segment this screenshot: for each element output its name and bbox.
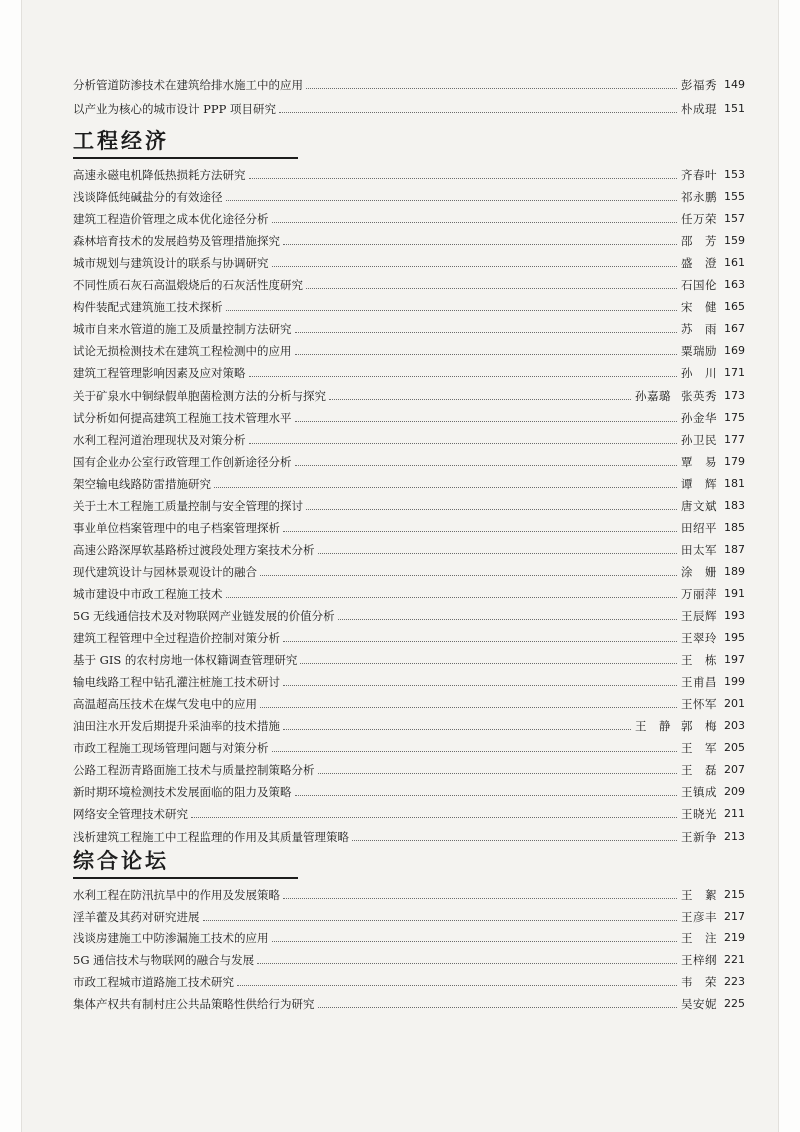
dot-leader (283, 641, 677, 642)
dot-leader (306, 88, 677, 89)
entry-page-number: 167 (724, 322, 745, 335)
entry-authors (681, 543, 717, 557)
entry-authors (681, 587, 717, 601)
entry-author: 田绍平 (681, 521, 717, 535)
toc-entry[interactable] (73, 691, 745, 711)
entry-page-number: 209 (724, 785, 745, 798)
entry-author: 王镇成 (681, 785, 717, 799)
entry-author: 孙 川 (681, 366, 717, 380)
entry-title: 构件装配式建筑施工技术探析 (73, 300, 223, 314)
entry-coauthor: 王 静 (635, 719, 671, 733)
entry-title: 浅谈房建施工中防渗漏施工技术的应用 (73, 931, 269, 945)
entry-page-number: 175 (724, 411, 745, 424)
entry-authors (681, 190, 717, 204)
toc-entry[interactable] (73, 405, 745, 425)
entry-title: 输电线路工程中钻孔灌注桩施工技术研讨 (73, 675, 280, 689)
dot-leader (191, 817, 677, 818)
toc-entry[interactable] (73, 471, 745, 491)
entry-author: 粟瑞励 (681, 344, 717, 358)
entry-page-number: 159 (724, 234, 745, 247)
entry-title: 高速永磁电机降低热损耗方法研究 (73, 168, 246, 182)
entry-page-number: 199 (724, 675, 745, 688)
entry-author: 王怀军 (681, 697, 717, 711)
entry-title: 水利工程在防汛抗旱中的作用及发展策略 (73, 888, 280, 902)
toc-entry[interactable] (73, 294, 745, 314)
dot-leader (249, 443, 678, 444)
entry-title: 关于土木工程施工质量控制与安全管理的探讨 (73, 499, 303, 513)
entry-title: 事业单位档案管理中的电子档案管理探析 (73, 521, 280, 535)
dot-leader (272, 941, 678, 942)
entry-title: 集体产权共有制村庄公共品策略性供给行为研究 (73, 997, 315, 1011)
toc-entry[interactable] (73, 603, 745, 623)
entry-author: 朴成琨 (681, 102, 717, 116)
toc-entry[interactable] (73, 449, 745, 469)
entry-authors (681, 741, 717, 755)
entry-authors (681, 697, 717, 711)
dot-leader (283, 531, 677, 532)
toc-entry[interactable] (73, 559, 745, 579)
dot-leader (283, 685, 677, 686)
entry-page-number: 203 (724, 719, 745, 732)
dot-leader (318, 773, 678, 774)
toc-entry[interactable] (73, 250, 745, 270)
entry-authors (681, 455, 717, 469)
entry-page-number: 181 (724, 477, 745, 490)
toc-entry[interactable] (73, 360, 745, 380)
entry-page-number: 165 (724, 300, 745, 313)
entry-title: 建筑工程管理影响因素及应对策略 (73, 366, 246, 380)
entry-author: 孙金华 (681, 411, 717, 425)
dot-leader (279, 112, 677, 113)
toc-entry[interactable] (73, 184, 745, 204)
dot-leader (257, 963, 677, 964)
entry-page-number: 215 (724, 888, 745, 901)
entry-page-number: 191 (724, 587, 745, 600)
entry-authors (681, 631, 717, 645)
toc-entry[interactable] (73, 162, 745, 182)
toc-entry[interactable] (73, 647, 745, 667)
section-underline (73, 157, 298, 159)
toc-entry[interactable] (73, 735, 745, 755)
entry-page-number: 157 (724, 212, 745, 225)
dot-leader (352, 840, 677, 841)
entry-author: 田太军 (681, 543, 717, 557)
entry-coauthor: 孙嘉璐 (635, 389, 671, 403)
entry-page-number: 169 (724, 344, 745, 357)
entry-page-number: 155 (724, 190, 745, 203)
entry-authors (681, 975, 717, 989)
entry-title: 公路工程沥青路面施工技术与质量控制策略分析 (73, 763, 315, 777)
toc-entry[interactable] (73, 206, 745, 226)
dot-leader (283, 729, 631, 730)
entry-authors (681, 366, 717, 380)
entry-authors (681, 212, 717, 226)
dot-leader (237, 985, 677, 986)
dot-leader (300, 663, 677, 664)
scan-left-margin (0, 0, 22, 1132)
entry-authors (681, 234, 717, 248)
entry-authors (681, 675, 717, 689)
dot-leader (329, 399, 631, 400)
dot-leader (249, 178, 678, 179)
entry-authors (681, 785, 717, 799)
entry-page-number: 189 (724, 565, 745, 578)
entry-title: 试分析如何提高建筑工程施工技术管理水平 (73, 411, 292, 425)
entry-title: 高速公路深厚软基路桥过渡段处理方案技术分析 (73, 543, 315, 557)
entry-author: 张英秀 (681, 389, 717, 403)
entry-page-number: 217 (724, 910, 745, 923)
entry-title: 分析管道防渗技术在建筑给排水施工中的应用 (73, 78, 303, 92)
entry-author: 石国伦 (681, 278, 717, 292)
scan-right-margin (778, 0, 800, 1132)
entry-page-number: 173 (724, 389, 745, 402)
dot-leader (260, 707, 677, 708)
entry-author: 韦 荣 (681, 975, 717, 989)
entry-title: 淫羊藿及其药对研究进展 (73, 910, 200, 924)
entry-authors (681, 910, 717, 924)
entry-author: 万丽萍 (681, 587, 717, 601)
section-title: 综合论坛 (73, 849, 169, 873)
entry-title: 不同性质石灰石高温煅烧后的石灰活性度研究 (73, 278, 303, 292)
entry-authors (681, 830, 717, 844)
entry-title: 城市规划与建筑设计的联系与协调研究 (73, 256, 269, 270)
toc-entry[interactable] (73, 969, 745, 989)
entry-author: 吴安妮 (681, 997, 717, 1011)
entry-author: 王 军 (681, 741, 717, 755)
entry-author: 王翠玲 (681, 631, 717, 645)
entry-author: 王甫昌 (681, 675, 717, 689)
entry-authors (681, 256, 717, 270)
entry-page-number: 171 (724, 366, 745, 379)
dot-leader (226, 310, 678, 311)
dot-leader (260, 575, 677, 576)
entry-author: 涂 姗 (681, 565, 717, 579)
toc-entry[interactable] (73, 801, 745, 821)
toc-entry[interactable] (73, 882, 745, 902)
toc-entry[interactable] (73, 581, 745, 601)
section-title: 工程经济 (73, 129, 169, 153)
dot-leader (283, 898, 677, 899)
entry-title: 架空输电线路防雷措施研究 (73, 477, 211, 491)
entry-authors (681, 300, 717, 314)
entry-title: 油田注水开发后期提升采油率的技术措施 (73, 719, 280, 733)
dot-leader (272, 222, 678, 223)
entry-title: 以产业为核心的城市设计 PPP 项目研究 (73, 102, 277, 116)
section-underline (73, 877, 298, 879)
entry-title: 市政工程城市道路施工技术研究 (73, 975, 234, 989)
toc-entry[interactable] (73, 779, 745, 799)
entry-authors (681, 565, 717, 579)
entry-author: 宋 健 (681, 300, 717, 314)
entry-page-number: 193 (724, 609, 745, 622)
entry-title: 5G 通信技术与物联网的融合与发展 (73, 953, 255, 967)
section-header (73, 848, 298, 879)
entry-page-number: 207 (724, 763, 745, 776)
entry-title: 高温超高压技术在煤气发电中的应用 (73, 697, 257, 711)
entry-author: 邵 芳 (681, 234, 717, 248)
dot-leader (283, 244, 677, 245)
entry-author: 齐春叶 (681, 168, 717, 182)
entry-author: 孙卫民 (681, 433, 717, 447)
entry-authors (681, 807, 717, 821)
entry-page-number: 177 (724, 433, 745, 446)
entry-page-number: 213 (724, 830, 745, 843)
entry-page-number: 151 (724, 102, 745, 115)
entry-author: 王新争 (681, 830, 717, 844)
toc-entry[interactable] (73, 427, 745, 447)
dot-leader (306, 288, 677, 289)
entry-author: 王 磊 (681, 763, 717, 777)
entry-author: 任万荣 (681, 212, 717, 226)
entry-author: 郭 梅 (681, 719, 717, 733)
toc-entry[interactable] (73, 824, 745, 844)
toc-entry[interactable] (73, 272, 745, 292)
entry-authors (681, 411, 717, 425)
entry-authors (681, 931, 717, 945)
entry-author: 祁永鹏 (681, 190, 717, 204)
entry-authors (681, 521, 717, 535)
entry-authors (681, 653, 717, 667)
entry-page-number: 149 (724, 78, 745, 91)
entry-page-number: 183 (724, 499, 745, 512)
toc-entry[interactable] (73, 713, 745, 733)
entry-authors (681, 344, 717, 358)
toc-entry[interactable] (73, 669, 745, 689)
toc-entry[interactable] (73, 515, 745, 535)
entry-author: 彭福秀 (681, 78, 717, 92)
dot-leader (249, 376, 678, 377)
toc-entry[interactable] (73, 316, 745, 336)
entry-title: 新时期环境检测技术发展面临的阻力及策略 (73, 785, 292, 799)
toc-entry[interactable] (73, 947, 745, 967)
entry-page-number: 223 (724, 975, 745, 988)
toc-entry[interactable] (73, 493, 745, 513)
entry-title: 5G 无线通信技术及对物联网产业链发展的价值分析 (73, 609, 335, 623)
toc-entry[interactable] (73, 904, 745, 924)
toc-entry[interactable] (73, 537, 745, 557)
entry-title: 水利工程河道治理现状及对策分析 (73, 433, 246, 447)
entry-title: 现代建筑设计与园林景观设计的融合 (73, 565, 257, 579)
entry-authors (681, 953, 717, 967)
entry-author: 覃 易 (681, 455, 717, 469)
entry-author: 王 絮 (681, 888, 717, 902)
entry-title: 试论无损检测技术在建筑工程检测中的应用 (73, 344, 292, 358)
entry-title: 市政工程施工现场管理问题与对策分析 (73, 741, 269, 755)
toc-entry[interactable] (73, 96, 745, 116)
dot-leader (226, 200, 678, 201)
entry-authors (681, 997, 717, 1011)
entry-title: 国有企业办公室行政管理工作创新途径分析 (73, 455, 292, 469)
entry-page-number: 201 (724, 697, 745, 710)
toc-entry[interactable] (73, 228, 745, 248)
toc-entry[interactable] (73, 991, 745, 1011)
entry-page-number: 195 (724, 631, 745, 644)
dot-leader (318, 553, 678, 554)
dot-leader (306, 509, 677, 510)
entry-author: 王彦丰 (681, 910, 717, 924)
entry-author: 唐文斌 (681, 499, 717, 513)
entry-title: 建筑工程管理中全过程造价控制对策分析 (73, 631, 280, 645)
entry-page-number: 221 (724, 953, 745, 966)
entry-title: 浅谈降低纯碱盐分的有效途径 (73, 190, 223, 204)
entry-authors (681, 888, 717, 902)
entry-page-number: 225 (724, 997, 745, 1010)
toc-entry[interactable] (73, 925, 745, 945)
entry-page-number: 163 (724, 278, 745, 291)
dot-leader (214, 487, 677, 488)
entry-title: 城市建设中市政工程施工技术 (73, 587, 223, 601)
entry-authors (681, 499, 717, 513)
dot-leader (295, 795, 678, 796)
entry-page-number: 219 (724, 931, 745, 944)
entry-author: 王辰辉 (681, 609, 717, 623)
entry-page-number: 185 (724, 521, 745, 534)
toc-entry[interactable] (73, 757, 745, 777)
entry-title: 基于 GIS 的农村房地一体权籍调查管理研究 (73, 653, 298, 667)
toc-entry[interactable] (73, 72, 745, 92)
entry-title: 建筑工程造价管理之成本优化途径分析 (73, 212, 269, 226)
entry-page-number: 161 (724, 256, 745, 269)
dot-leader (203, 920, 678, 921)
entry-title: 浅析建筑工程施工中工程监理的作用及其质量管理策略 (73, 830, 349, 844)
entry-page-number: 179 (724, 455, 745, 468)
entry-authors (681, 433, 717, 447)
dot-leader (226, 597, 678, 598)
toc-entry[interactable] (73, 625, 745, 645)
entry-authors (681, 763, 717, 777)
dot-leader (295, 421, 678, 422)
dot-leader (318, 1007, 678, 1008)
entry-author: 王梓纲 (681, 953, 717, 967)
entry-author: 王晓光 (681, 807, 717, 821)
dot-leader (295, 332, 678, 333)
entry-page-number: 205 (724, 741, 745, 754)
dot-leader (272, 266, 678, 267)
toc-entry[interactable] (73, 383, 745, 403)
entry-author: 苏 雨 (681, 322, 717, 336)
dot-leader (295, 354, 678, 355)
entry-author: 王 注 (681, 931, 717, 945)
entry-page-number: 197 (724, 653, 745, 666)
entry-title: 城市自来水管道的施工及质量控制方法研究 (73, 322, 292, 336)
entry-author: 谭 辉 (681, 477, 717, 491)
entry-authors (681, 168, 717, 182)
dot-leader (272, 751, 678, 752)
entry-title: 森林培育技术的发展趋势及管理措施探究 (73, 234, 280, 248)
dot-leader (338, 619, 677, 620)
entry-authors (635, 719, 717, 733)
entry-title: 网络安全管理技术研究 (73, 807, 188, 821)
entry-authors (681, 78, 717, 92)
entry-authors (681, 477, 717, 491)
entry-page-number: 153 (724, 168, 745, 181)
entry-author: 盛 澄 (681, 256, 717, 270)
entry-authors (681, 609, 717, 623)
entry-authors (681, 322, 717, 336)
section-header (73, 128, 298, 159)
entry-authors (635, 389, 717, 403)
toc-entry[interactable] (73, 338, 745, 358)
entry-title: 关于矿泉水中铜绿假单胞菌检测方法的分析与探究 (73, 389, 326, 403)
entry-authors (681, 278, 717, 292)
entry-page-number: 211 (724, 807, 745, 820)
entry-author: 王 栋 (681, 653, 717, 667)
entry-authors (681, 102, 717, 116)
entry-page-number: 187 (724, 543, 745, 556)
dot-leader (295, 465, 678, 466)
